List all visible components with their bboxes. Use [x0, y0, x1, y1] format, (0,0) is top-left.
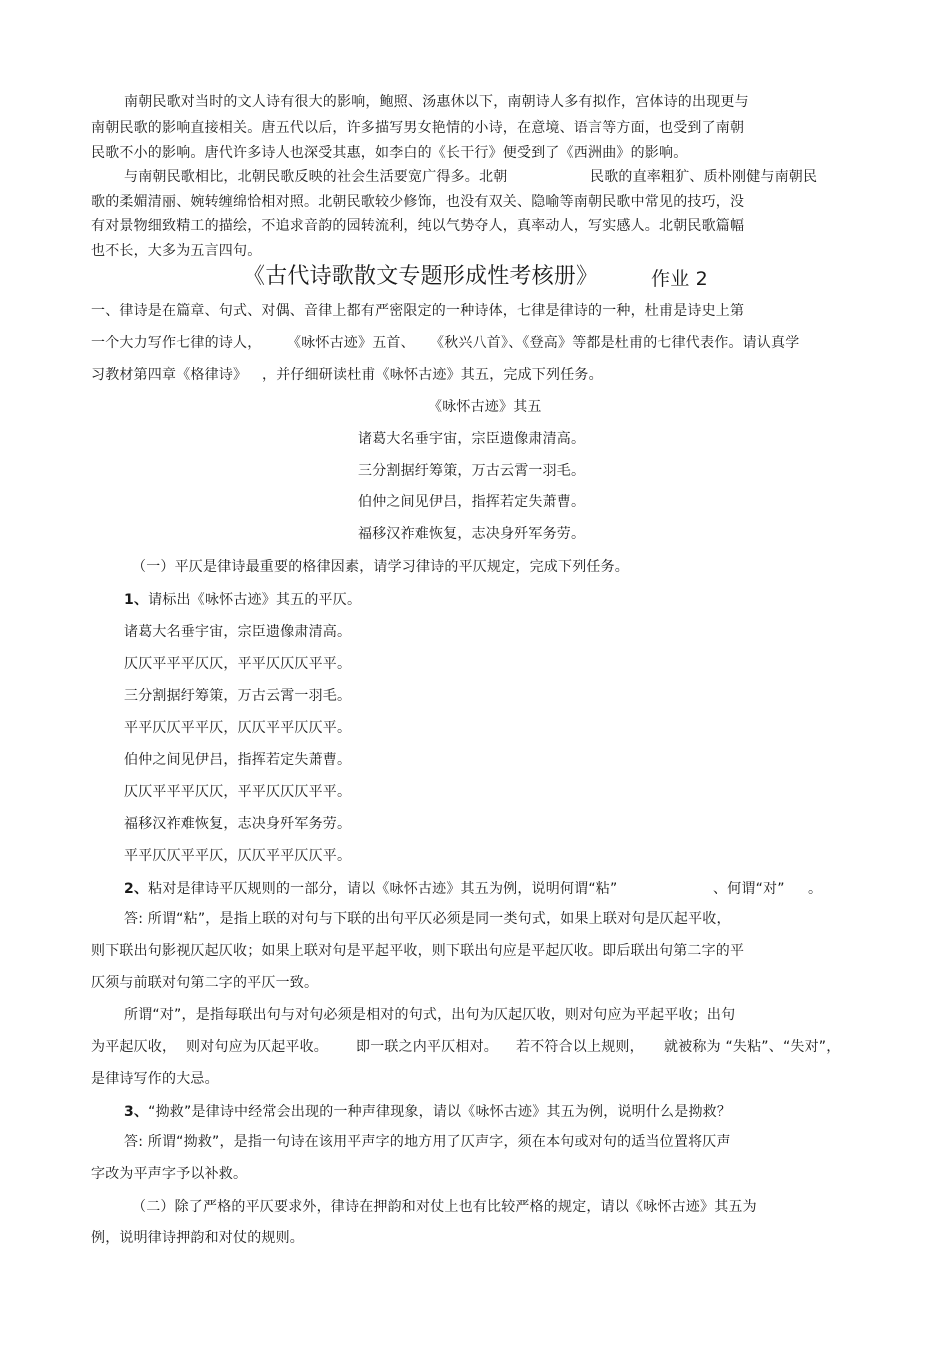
task-line-2b: 《咏怀古迹》五首、	[287, 335, 415, 351]
a2-line-3: 仄须与前联对句第二字的平仄一致。	[91, 975, 319, 991]
q1-text: 请标出《咏怀古迹》其五的平仄。	[148, 592, 362, 608]
tone-line-5: 伯仲之间见伊吕，指挥若定失萧曹。	[124, 752, 352, 768]
tone-line-4: 平平仄仄平平仄，仄仄平平仄仄平。	[124, 720, 352, 736]
tone-line-3: 三分割据纡筹策，万古云霄一羽毛。	[124, 688, 352, 704]
tone-line-8: 平平仄仄平平仄，仄仄平平仄仄平。	[124, 848, 352, 864]
q2-text-a: 粘对是律诗平仄规则的一部分，请以《咏怀古迹》其五为例，说明何谓“粘”	[148, 881, 618, 897]
task-line-2c: 《秋兴八首》、《登高》等都是杜甫的七律代表作。请认真学	[430, 335, 800, 351]
part2-line-2: 例，说明律诗押韵和对仗的规则。	[91, 1230, 304, 1246]
poem-title: 《咏怀古迹》其五	[428, 399, 542, 415]
tone-line-1: 诸葛大名垂宇宙，宗臣遗像肃清高。	[124, 624, 352, 640]
q3-number: 3、	[124, 1104, 149, 1120]
a2b-line-2d: 若不符合以上规则，	[516, 1039, 644, 1055]
a2b-line-1: 所谓“对”，是指每联出句与对句必须是相对的句式，出句为仄起仄收，则对句应为平起平收；出句	[124, 1007, 736, 1023]
a2b-line-2e: 就被称为 “失粘”、“失对”，	[664, 1039, 841, 1055]
q2-text-c: 。	[808, 881, 823, 897]
page-title: 《古代诗歌散文专题形成性考核册》	[243, 264, 599, 289]
q1	[124, 593, 361, 607]
task-line-1: 一、律诗是在篇章、句式、对偶、音律上都有严密限定的一种诗体，七律是律诗的一种，杜甫是诗史上第	[91, 303, 745, 319]
intro-line-5: 歌的柔媚清丽、婉转缠绵恰相对照。北朝民歌较少修饰，也没有双关、隐喻等南朝民歌中常见的技巧，没	[91, 194, 745, 210]
assignment-label: 作业 2	[651, 268, 708, 290]
poem-line-4: 福移汉祚难恢复，志决身歼军务劳。	[358, 526, 586, 542]
q3	[124, 1105, 731, 1119]
intro-line-4a: 与南朝民歌相比，北朝民歌反映的社会生活要宽广得多。北朝	[124, 169, 508, 185]
a3-line-1: 答: 所谓“拗救”，是指一句诗在该用平声字的地方用了仄声字，须在本句或对句的适当位置将仄声	[124, 1134, 731, 1150]
a2b-line-3: 是律诗写作的大忌。	[91, 1071, 219, 1087]
q2	[124, 882, 617, 896]
a2b-line-2b: 则对句应为仄起平收。	[186, 1039, 328, 1055]
part1-heading: （一）平仄是律诗最重要的格律因素，请学习律诗的平仄规定，完成下列任务。	[132, 559, 629, 575]
intro-line-1: 南朝民歌对当时的文人诗有很大的影响，鲍照、汤惠休以下，南朝诗人多有拟作，宫体诗的出现更与	[124, 94, 749, 110]
a2b-line-2c: 即一联之内平仄相对。	[356, 1039, 498, 1055]
poem-line-2: 三分割据纡筹策，万古云霄一羽毛。	[358, 463, 586, 479]
task-line-2a: 一个大力写作七律的诗人，	[91, 335, 262, 351]
a3-line-2: 字改为平声字予以补救。	[91, 1166, 248, 1182]
tone-line-6: 仄仄平平平仄仄，平平仄仄仄平平。	[124, 784, 352, 800]
part2-line-1: （二）除了严格的平仄要求外，律诗在押韵和对仗上也有比较严格的规定，请以《咏怀古迹》其五为	[132, 1199, 757, 1215]
q1-number: 1、	[124, 592, 149, 608]
poem-line-1: 诸葛大名垂宇宙，宗臣遗像肃清高。	[358, 431, 586, 447]
intro-line-4b: 民歌的直率粗犷、质朴刚健与南朝民	[590, 169, 818, 185]
poem-line-3: 伯仲之间见伊吕，指挥若定失萧曹。	[358, 494, 586, 510]
a2-line-2: 则下联出句影视仄起仄收；如果上联对句是平起平收，则下联出句应是平起仄收。即后联出句第二字的平	[91, 943, 745, 959]
intro-line-2: 南朝民歌的影响直接相关。唐五代以后，许多描写男女艳情的小诗，在意境、语言等方面，也受到了南朝	[91, 120, 745, 136]
q3-text: “拗救”是律诗中经常会出现的一种声律现象，请以《咏怀古迹》其五为例，说明什么是拗救？	[148, 1104, 732, 1120]
intro-line-7: 也不长，大多为五言四句。	[91, 243, 262, 259]
a2-line-1: 答: 所谓“粘”，是指上联的对句与下联的出句平仄必须是同一类句式，如果上联对句是仄起平收，	[124, 911, 731, 927]
task-line-3a: 习教材第四章《格律诗》	[91, 367, 248, 383]
q2-text-b: 、何谓“对”	[713, 881, 785, 897]
tone-line-7: 福移汉祚难恢复，志决身歼军务劳。	[124, 816, 352, 832]
q2-number: 2、	[124, 881, 149, 897]
intro-line-3: 民歌不小的影响。唐代许多诗人也深受其惠，如李白的《长干行》便受到了《西洲曲》的影响。	[91, 145, 688, 161]
intro-line-6: 有对景物细致精工的描绘，不追求音韵的园转流利，纯以气势夺人，真率动人，写实感人。北朝民歌篇幅	[91, 218, 745, 234]
a2b-line-2a: 为平起仄收，	[91, 1039, 177, 1055]
task-line-3b: ，并仔细研读杜甫《咏怀古迹》其五，完成下列任务。	[262, 367, 603, 383]
tone-line-2: 仄仄平平平仄仄，平平仄仄仄平平。	[124, 656, 352, 672]
